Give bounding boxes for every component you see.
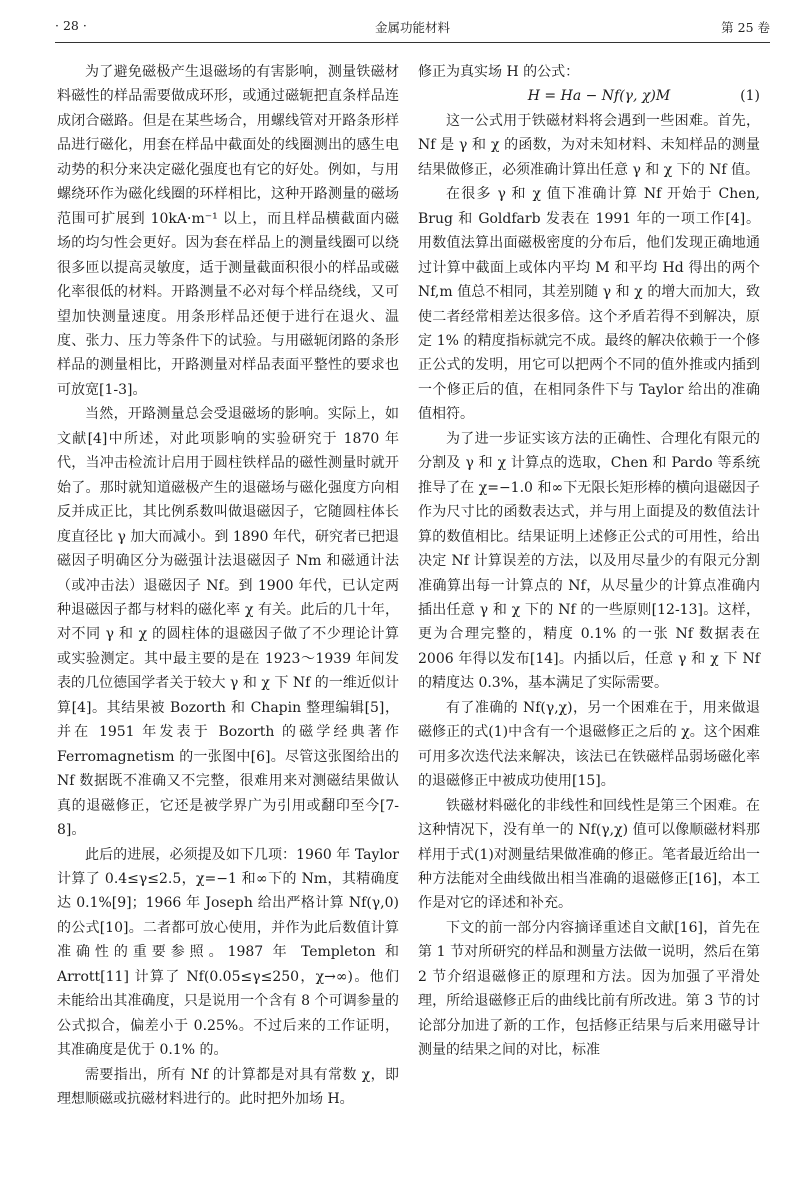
paragraph: 此后的进展，必须提及如下几项：1960 年 Taylor 计算了 0.4≤γ≤2.5，χ=−1 和∞下的 Nm，其精确度达 0.1%[9]；1966 年 Joseph 给出严格计算 Nf(γ,0) 的公式[10]。二者都可放心使用，并作为此后数值计算准确性的重要参照。1987 年 Templeton 和 Arrott[11] 计算了 Nf(0.05≤γ≤250，χ→∞)。他们未能给出其准确度，只是说用一个含有 8 个可调参量的公式拟合，偏差小于 0.25%。不过后来的工作证明，其准确度是优于 0.1% 的。: [57, 846, 399, 1059]
paragraph-continuation: 修正为真实场 H 的公式：: [418, 64, 580, 80]
paragraph: 当然，开路测量总会受退磁场的影响。实际上，如文献[4]中所述，对此项影响的实验研究于 1870 年代，当冲击检流计启用于圆柱铁样品的磁性测量时就开始了。那时就知道磁极产生的退磁场与磁化强度方向相反并成正比，其比例系数叫做退磁因子，它随圆柱体长度直径比 γ 加大而减小。到 1890 年代，研究者已把退磁因子明确区分为磁强计法退磁因子 Nm 和磁通计法（或冲击法）退磁因子 Nf。到 1900 年代，已认定两种退磁因子都与材料的磁化率 χ 有关。此后的几十年，对不同 γ 和 χ 的圆柱体的退磁因子做了不少理论计算或实验测定。其中最主要的是在 1923～1939 年间发表的几位德国学者关于较大 γ 和 χ 下 Nf 的一维近似计算[4]。其结果被 Bozorth 和 Chapin 整理编辑[5]，并在 1951 年发表于 Bozorth 的磁学经典著作 Ferromagnetism 的一张图中[6]。尽管这张图给出的 Nf 数据既不准确又不完整，很难用来对测磁结果做认真的退磁修正，它还是被学界广为引用或翻印至今[7-8]。: [57, 406, 399, 839]
volume-number: 第 25 卷: [721, 20, 770, 35]
left-column: [57, 60, 399, 1111]
paragraph: 铁磁材料磁化的非线性和回线性是第三个困难。在这种情况下，没有单一的 Nf(γ,χ) 值可以像顺磁材料那样用于式(1)对测量结果做准确的修正。笔者最近给出一种方法能对全曲线做出相当准确的退磁修正[16]，本工作是对它的译述和补充。: [418, 797, 760, 912]
equation-1: [418, 84, 760, 108]
paragraph: 需要指出，所有 Nf 的计算都是对具有常数 χ，即理想顺磁或抗磁材料进行的。此时把外加场 H。: [57, 1066, 399, 1108]
right-column: [418, 60, 760, 1063]
paragraph: 在很多 γ 和 χ 值下准确计算 Nf 开始于 Chen, Brug 和 Goldfarb 发表在 1991 年的一项工作[4]。用数值法算出面磁极密度的分布后，他们发现正确地通过计算中截面上或体内平均 M 和平均 Hd 得出的两个 Nf,m 值总不相同，其差别随 γ 和 χ 的增大而加大，致使二者经常相差达很多倍。这个矛盾若得不到解决，原定 1% 的精度指标就完不成。最终的解决依赖于一个修正公式的发明，用它可以把两个不同的值外推或内插到一个修正后的值，在相同条件下与 Taylor 给出的准确值相符。: [418, 186, 760, 423]
paragraph: 这一公式用于铁磁材料将会遇到一些困难。首先，Nf 是 γ 和 χ 的函数，为对未知材料、未知样品的测量结果做修正，必须准确计算出任意 γ 和 χ 下的 Nf 值。: [418, 112, 760, 178]
paragraph: 下文的前一部分内容摘译重述自文献[16]，首先在第 1 节对所研究的样品和测量方法做一说明，然后在第 2 节介绍退磁修正的原理和方法。因为加强了平滑处理，所给退磁修正后的曲线比前有所改进。第 3 节的讨论部分加进了新的工作，包括修正结果与后来用磁导计测量的结果之间的对比，标准: [418, 919, 760, 1059]
equation-body: H = Ha − Nf(γ, χ)M: [527, 88, 671, 105]
journal-title: 金属功能材料: [374, 20, 450, 35]
page-number: · 28 ·: [55, 18, 87, 33]
header-rule: [55, 42, 770, 43]
paragraph: 为了进一步证实该方法的正确性、合理化有限元的分割及 γ 和 χ 计算点的选取，Chen 和 Pardo 等系统推导了在 χ=−1.0 和∞下无限长矩形棒的横向退磁因子作为尺寸比的函数表达式，并与用上面提及的数值法计算的数值相比。结果证明上述修正公式的可用性，给出决定 Nf 计算误差的方法，以及用尽量少的有限元分割准确算出每一计算点的 Nf，从尽量少的计算点准确内插出任意 γ 和 χ 下的 Nf 的一些原则[12-13]。这样，更为合理完整的，精度 0.1% 的一张 Nf 数据表在 2006 年得以发布[14]。内插以后，任意 γ 和 χ 下 Nf 的精度达 0.3%，基本满足了实际需要。: [418, 430, 760, 692]
page-header: [55, 14, 770, 42]
equation-number: (1): [740, 88, 760, 105]
paragraph: 有了准确的 Nf(γ,χ)，另一个困难在于，用来做退磁修正的式(1)中含有一个退磁修正之后的 χ。这个困难可用多次迭代法来解决，该法已在铁磁样品弱场磁化率的退磁修正中被成功使用[15]。: [418, 699, 760, 790]
paragraph: 为了避免磁极产生退磁场的有害影响，测量铁磁材料磁性的样品需要做成环形，或通过磁轭把直条样品连成闭合磁路。但是在某些场合，用螺线管对开路条形样品进行磁化，用套在样品中截面处的线圈测出的感生电动势的积分来决定磁化强度也有它的好处。例如，与用螺绕环作为磁化线圈的环样相比，这种开路测量的磁场范围可扩展到 10kA·m⁻¹ 以上，而且样品横截面内磁场的均匀性会更好。因为套在样品上的测量线圈可以绕很多匝以提高灵敏度，适于测量截面积很小的样品或磁化率很低的材料。开路测量不必对每个样品绕线，又可望加快测量速度。用条形样品还便于进行在退火、温度、张力、压力等条件下的试验。与用磁轭闭路的条形样品的测量相比，开路测量对样品表面平整性的要求也可放宽[1-3]。: [57, 64, 399, 398]
